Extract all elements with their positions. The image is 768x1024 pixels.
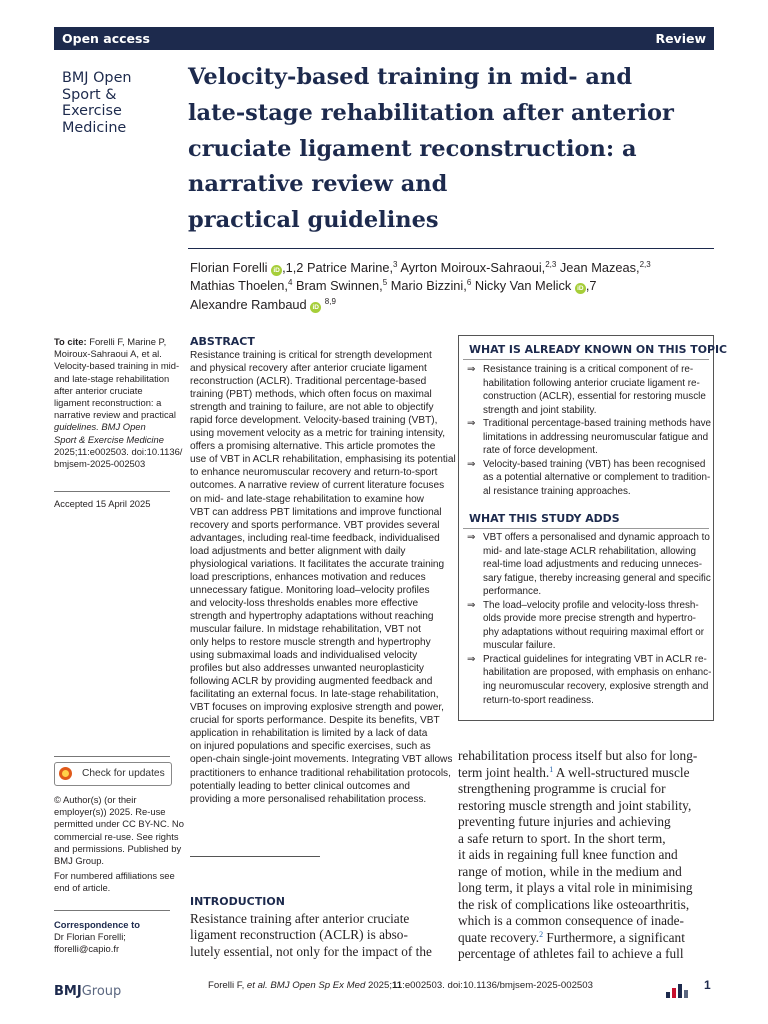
title-line: Velocity-based training in mid- and (188, 64, 633, 90)
author-line (190, 277, 651, 295)
box-list-text: Resistance training is a critical component of re- (483, 364, 694, 375)
box-list-line: mid- and late-stage ACLR rehabilitation, allowing (483, 545, 696, 557)
box-list-line: performance. (483, 586, 542, 598)
author-name: Nicky Van Melick (471, 278, 572, 294)
cite-label: To cite: (54, 336, 87, 347)
abstract-heading: ABSTRACT (190, 335, 255, 348)
box-list-line: al resistance training approaches. (483, 485, 631, 497)
box-list-text: Practical guidelines for integrating VBT in ACLR re- (483, 653, 707, 665)
author-name: Florian Forelli (190, 260, 268, 275)
box-list-line: muscular failure. (483, 640, 556, 652)
abstract-line: to enhance neuromuscular recovery and return-to-sport (190, 467, 438, 479)
box-list-line: phy adaptations without requiring maximal effort or (483, 626, 705, 638)
abstract-line: muscular failure. In midstage rehabilitation, VBT not (190, 623, 421, 635)
footer-cite-volume: 11 (392, 980, 403, 991)
box-list-text: Traditional percentage-based training methods have (483, 418, 711, 430)
body-line: a safe return to sport. In the short term, (458, 830, 666, 846)
abstract-line: open-chain single-joint movements. Integrating VBT allows (190, 754, 453, 766)
affiliations-note (54, 870, 175, 894)
crossmark-icon (59, 767, 72, 780)
key-messages-box (458, 335, 728, 721)
affil-sup: 6 (466, 278, 472, 288)
footer-cite-text: 2025; (365, 980, 392, 991)
abstract-line: reconstruction (ACLR). Traditional percentage-based (190, 376, 427, 388)
box-list-line (467, 458, 707, 472)
copyright-line: BMJ Group. (54, 855, 105, 867)
body-line: it aids in regaining full knee function and (458, 847, 678, 862)
journal-logo-line: BMJ Open (62, 70, 132, 86)
copyright-line: and permissions. Published by (54, 842, 182, 854)
title-line: cruciate ligament reconstruction: a (188, 135, 637, 162)
body-line (458, 930, 714, 947)
cite-line: 2025;11:e002503. doi:10.1136/ (54, 445, 183, 457)
affil-sup: 2,3 (639, 260, 651, 269)
body-line: long term, it plays a vital role in minimising (458, 880, 693, 895)
page-number: 1 (704, 978, 711, 992)
abstract-line: training (PBT) methods, which often focus on maximal (190, 389, 432, 401)
check-for-updates-button[interactable] (54, 762, 172, 786)
top-banner (54, 27, 714, 50)
article-title (188, 60, 718, 239)
cite-text: Forelli F, Marine P, (86, 336, 167, 347)
box-list-line: rate of force development. (483, 445, 598, 457)
author-name: Bram Swinnen, (292, 278, 383, 294)
box-list-line (467, 599, 707, 613)
affil-sup: 2,3 (545, 260, 557, 269)
reference-link[interactable]: 1 (549, 764, 554, 774)
author-name: Ayrton Moiroux-Sahraoui, (397, 260, 546, 275)
body-line (458, 765, 714, 782)
arrow-bullet-icon: ⇒ (467, 532, 476, 543)
abstract-line: load adjustments and better alignment with daily (190, 545, 406, 557)
citation-block (54, 336, 183, 470)
cite-line (54, 336, 172, 348)
affil-sup: 5 (382, 278, 388, 288)
affil-sup: 3 (393, 260, 398, 269)
abstract-line: on injured populations and specific exercises, such as (190, 741, 431, 753)
copyright-line: permitted under CC BY-NC. No (54, 818, 184, 830)
abstract-line: application in rehabilitation is limited by a lack of data (190, 728, 428, 740)
abstract-line: potentially leading to better clinical outcomes and (190, 780, 410, 792)
box-list-line: strength and joint stability. (483, 404, 597, 416)
abstract-line: physiological variations. It facilitates the accurate training (190, 558, 445, 570)
bmj-group-logo (54, 984, 121, 999)
abstract-line: strength and training to failure, are not able to objectify (190, 402, 434, 414)
correspondence-heading: Correspondence to (54, 919, 140, 930)
footer-cite-text: :e002503. doi:10.1136/bmjsem-2025-002503 (402, 980, 593, 991)
body-line: which is a common consequence of inade- (458, 913, 684, 928)
intro-line: lutely essential, not only for the impact of the (190, 943, 432, 959)
box-list-line: return-to-sport readiness. (483, 694, 594, 706)
abstract-line: only helps to restore muscle strength and hypertrophy (190, 637, 431, 649)
footer-cite-journal: et al. BMJ Open Sp Ex Med (246, 980, 366, 991)
cite-line: Moiroux-Sahraoui A, et al. (54, 348, 162, 360)
box-list-text: VBT offers a personalised and dynamic approach to (483, 532, 710, 543)
known-list (467, 363, 711, 498)
logo-bmj: BMJ (54, 984, 82, 999)
abstract-line: profiles but also addresses unwanted neuroplasticity (190, 663, 424, 675)
abstract-line: and velocity-loss thresholds enables more effective (190, 597, 419, 609)
abstract-line: using submaximal loads and individualised velocity (190, 650, 418, 662)
box-list-line: olds provide more precise strength and hypertro- (483, 613, 696, 625)
open-access-label: Open access (62, 31, 150, 46)
abstract-line: practitioners to enhance traditional rehabilitation protocols, (190, 767, 451, 779)
footer-citation (208, 980, 593, 991)
abstract-line: outcomes. A narrative review of current literature focuses (190, 480, 445, 492)
box-divider (463, 359, 709, 360)
reference-link[interactable]: 2 (539, 929, 544, 939)
accepted-date: Accepted 15 April 2025 (54, 498, 151, 509)
box-list-line (467, 417, 711, 431)
copyright-line: commercial re-use. See rights (54, 830, 179, 842)
abstract-line: VBT can address PBT limitations and improve functional (190, 506, 442, 518)
author-affil: ,7 (585, 278, 597, 294)
abstract-line: facilitating an external focus. In late-stage rehabilitation, (190, 689, 439, 701)
abstract-divider (190, 856, 320, 857)
box-list-line (467, 363, 707, 377)
cite-line: Velocity-based training in mid- (54, 360, 180, 372)
body-line: range of motion, while in the medium and (458, 863, 682, 879)
cite-line: guidelines. BMJ Open (54, 421, 146, 433)
abstract-line: offers a promising alternative. This article promotes the (190, 441, 436, 453)
orcid-icon[interactable]: iD (310, 302, 321, 313)
abstract-line: recovery and sports performance. VBT provides several (190, 519, 440, 531)
article-type-label: Review (655, 31, 706, 46)
box-list-line: habilitation following anterior cruciate ligament re- (483, 377, 700, 389)
title-line: narrative review and (188, 171, 448, 198)
arrow-bullet-icon: ⇒ (467, 653, 476, 665)
abstract-line: crucial for sports performance. Despite its benefits, VBT (190, 715, 440, 727)
abstract-line: unnecessary fatigue. Monitoring load–velocity profiles (190, 584, 430, 596)
author-name: Alexandre Rambaud (190, 296, 307, 312)
journal-logo-line: Medicine (62, 119, 127, 136)
body-text: A well-structured muscle (553, 764, 690, 780)
title-line: practical guidelines (188, 207, 439, 234)
author-line (190, 259, 651, 277)
author-name: Mario Bizzini, (387, 278, 467, 294)
body-line: rehabilitation process itself but also for long- (458, 748, 698, 763)
box-list-line (467, 531, 710, 545)
abstract-line: on mid- and late-stage rehabilitation to examine how (190, 493, 424, 505)
cite-line: and late-stage rehabilitation (54, 372, 170, 384)
known-heading: WHAT IS ALREADY KNOWN ON THIS TOPIC (469, 343, 728, 356)
affil-note-line: For numbered affiliations see (54, 870, 175, 881)
title-divider (188, 248, 714, 249)
author-line (190, 296, 651, 314)
author-list (190, 259, 651, 314)
intro-line: ligament reconstruction (ACLR) is abso- (190, 927, 408, 943)
copyright-line: © Author(s) (or their (54, 794, 137, 805)
title-line: late-stage rehabilitation after anterior (188, 99, 674, 126)
orcid-icon[interactable]: iD (271, 265, 282, 276)
abstract-line: strength and hypertrophy adaptations without reaching (190, 610, 434, 622)
affil-sup: 4 (287, 278, 293, 288)
body-line: restoring muscle strength and joint stability, (458, 797, 692, 813)
cite-line: after anterior cruciate (54, 384, 143, 396)
box-list-line: limitations in addressing neuromuscular fatigue and (483, 431, 709, 443)
body-line: strengthening programme is crucial for (458, 781, 666, 796)
abstract-body (190, 349, 456, 806)
sidebar-divider (54, 910, 170, 911)
cite-line: bmjsem-2025-002503 (54, 458, 146, 470)
author-name: Jean Mazeas, (556, 260, 640, 275)
cite-line: narrative review and practical (54, 409, 176, 421)
footer-cite-text: Forelli F, (208, 980, 247, 991)
introduction-heading: INTRODUCTION (190, 895, 285, 908)
correspondence-block (54, 919, 172, 956)
box-divider (463, 528, 709, 529)
abstract-line: use of VBT in ACLR rehabilitation, emphasising its potential (190, 454, 456, 466)
arrow-bullet-icon: ⇒ (467, 458, 476, 470)
affil-note-line: end of article. (54, 882, 111, 894)
body-text: quate recovery. (458, 929, 540, 945)
arrow-bullet-icon: ⇒ (467, 418, 476, 430)
bases-logo-icon (664, 980, 692, 1000)
sidebar-divider (54, 756, 170, 757)
journal-logo (62, 70, 132, 136)
affil-sup: 8,9 (324, 296, 336, 306)
arrow-bullet-icon: ⇒ (467, 364, 476, 375)
orcid-icon[interactable]: iD (575, 283, 586, 294)
check-updates-label: Check for updates (82, 768, 165, 779)
abstract-line: VBT focuses on improving explosive strength and power, (190, 702, 444, 714)
correspondence-email[interactable]: fforelli@capio.fr (54, 943, 120, 955)
box-list-line: sary fatigue, thereby increasing general and specific (483, 572, 711, 584)
copyright-block (54, 794, 184, 867)
box-list-line (467, 653, 707, 667)
abstract-line: providing a more personalised rehabilitation process. (190, 793, 427, 805)
abstract-line: using movement velocity as a metric for training intensity, (190, 428, 446, 440)
box-list-line: as a potential alternative or complement to tradition- (483, 472, 711, 484)
abstract-line: rapid force development. Velocity-based training (VBT), (190, 415, 438, 427)
correspondence-name: Dr Florian Forelli; (54, 931, 126, 943)
abstract-line: following ACLR by providing augmented feedback and (190, 676, 433, 688)
box-list-line: real-time load adjustments and reducing unneces- (483, 559, 703, 571)
abstract-line: load prescriptions, enhances motivation and reduces (190, 571, 426, 583)
body-line: preventing future injuries and achieving (458, 814, 671, 829)
journal-logo-line: Sport & (62, 86, 117, 103)
adds-list (467, 531, 712, 707)
adds-heading: WHAT THIS STUDY ADDS (469, 512, 620, 525)
abstract-line: Resistance training is critical for strength development (190, 350, 432, 361)
abstract-line: advantages, including real-time feedback, individualised (190, 532, 440, 544)
right-column-body (458, 748, 714, 963)
intro-line: Resistance training after anterior cruciate (190, 911, 410, 926)
abstract-line: and physical recovery after anterior cruciate ligament (190, 363, 427, 375)
sidebar-divider (54, 491, 170, 492)
body-line: percentage of athletes fail to achieve a full (458, 946, 684, 961)
author-affil: ,1,2 Patrice Marine, (282, 260, 394, 275)
logo-group: Group (81, 984, 122, 999)
journal-logo-line: Exercise (62, 103, 122, 120)
copyright-line: employer(s)) 2025. Re-use (54, 806, 166, 818)
body-text: term joint health. (458, 764, 550, 780)
box-list-line: construction (ACLR), essential for restoring muscle (483, 391, 706, 403)
cite-line: Sport & Exercise Medicine (54, 433, 164, 445)
introduction-body (190, 911, 442, 960)
box-list-line: ing neuromuscular recovery, explosive strength and (483, 681, 709, 693)
author-name: Mathias Thoelen, (190, 278, 288, 294)
box-list-line: habilitation are proposed, with emphasis on enhanc- (483, 667, 712, 679)
body-text: Furthermore, a significant (543, 929, 685, 945)
box-list-text: Velocity-based training (VBT) has been recognised (483, 458, 706, 470)
box-list-text: The load–velocity profile and velocity-loss thresh- (483, 599, 699, 611)
cite-line: ligament reconstruction: a (54, 397, 162, 409)
body-line: the risk of complications like osteoarthritis, (458, 896, 690, 912)
arrow-bullet-icon: ⇒ (467, 599, 476, 611)
